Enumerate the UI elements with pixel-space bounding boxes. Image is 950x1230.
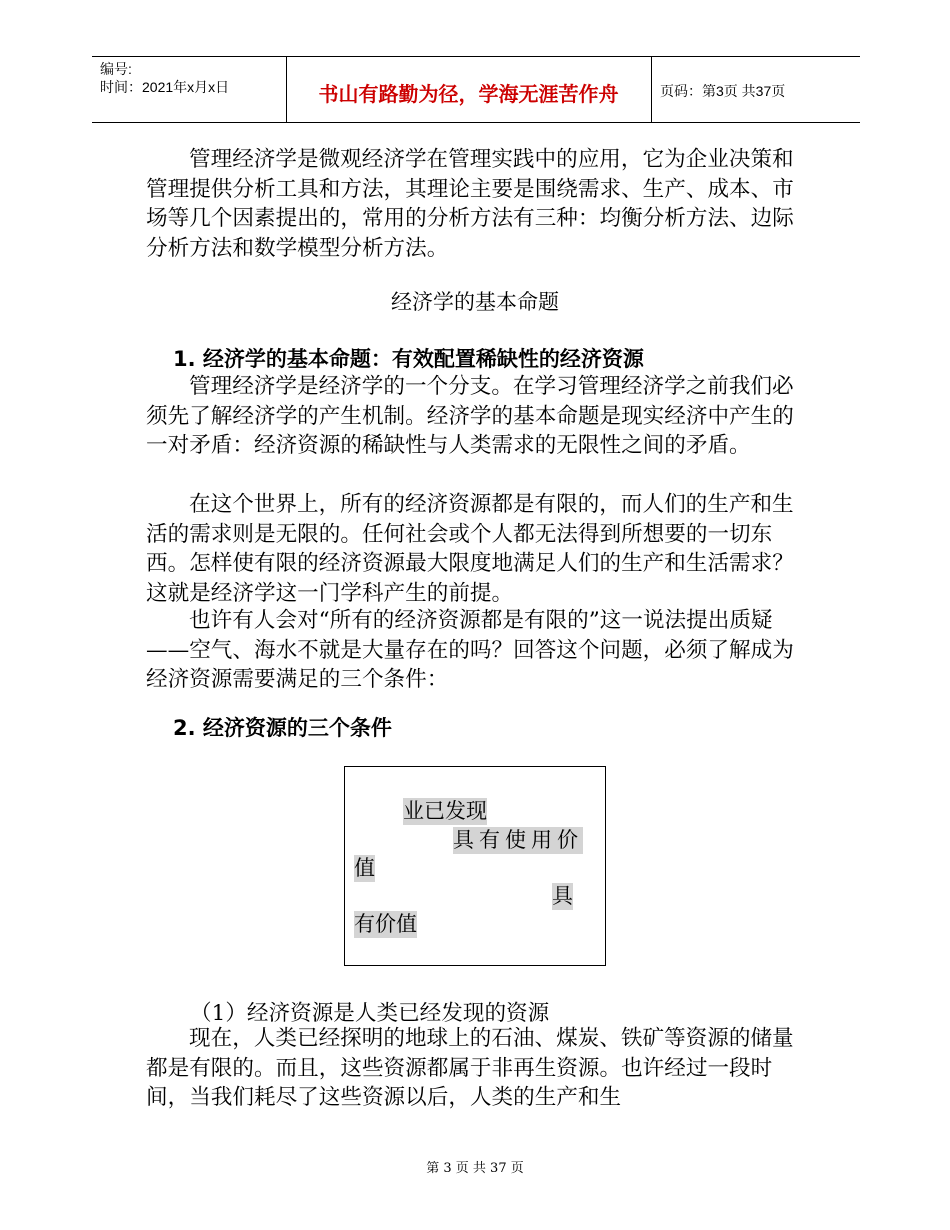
subheading-condition-1: （1）经济资源是人类已经发现的资源 — [190, 1001, 550, 1026]
header-motto: 书山有路勤为径，学海无涯苦作舟 — [318, 82, 619, 106]
page-footer: 第 3 页 共 37 页 — [426, 1161, 524, 1176]
conditions-box — [344, 766, 606, 966]
box-line-value: 有价值 — [354, 912, 417, 936]
paragraph-2: 在这个世界上，所有的经济资源都是有限的，而人们的生产和生活的需求则是无限的。任何社会或个人都无法得到所想要的一切东西。怎样使有限的经济资源最大限度地满足人们的生产和生活需求？这就是经济学这一门学科产生的前提。 — [146, 492, 794, 606]
heading-three-conditions: 2. 经济资源的三个条件 — [173, 716, 392, 740]
paragraph-1: 管理经济学是经济学的一个分支。在学习管理经济学之前我们必须先了解经济学的产生机制。经济学的基本命题是现实经济中产生的一对矛盾：经济资源的稀缺性与人类需求的无限性之间的矛盾。 — [146, 374, 794, 458]
header-meta — [100, 60, 229, 96]
box-line-has: 具 — [552, 884, 573, 908]
box-line-use-value: 具有使用价 — [453, 828, 583, 852]
box-line-value-cont: 值 — [354, 856, 375, 880]
section-title: 经济学的基本命题 — [391, 290, 559, 314]
header-divider-right — [651, 56, 652, 123]
intro-paragraph: 管理经济学是微观经济学在管理实践中的应用，它为企业决策和管理提供分析工具和方法，其理论主要是围绕需求、生产、成本、市场等几个因素提出的，常用的分析方法有三种：均衡分析方法、边际分析方法和数学模型分析方法。 — [146, 147, 794, 261]
header-page-label: 页码：第3页 共37页 — [660, 83, 786, 99]
box-line-discovered: 业已发现 — [403, 799, 487, 823]
header-bottom-rule — [92, 122, 860, 123]
header-number-label: 编号: — [100, 61, 132, 77]
heading-basic-proposition: 1. 经济学的基本命题：有效配置稀缺性的经济资源 — [173, 347, 644, 371]
header-time-label: 时间：2021年x月x日 — [100, 79, 230, 95]
header-top-rule — [92, 56, 860, 57]
paragraph-3: 也许有人会对“所有的经济资源都是有限的”这一说法提出质疑——空气、海水不就是大量存在的吗？回答这个问题，必须了解成为经济资源需要满足的三个条件： — [146, 608, 794, 692]
paragraph-4: 现在，人类已经探明的地球上的石油、煤炭、铁矿等资源的储量都是有限的。而且，这些资源都属于非再生资源。也许经过一段时间，当我们耗尽了这些资源以后，人类的生产和生 — [146, 1026, 794, 1110]
